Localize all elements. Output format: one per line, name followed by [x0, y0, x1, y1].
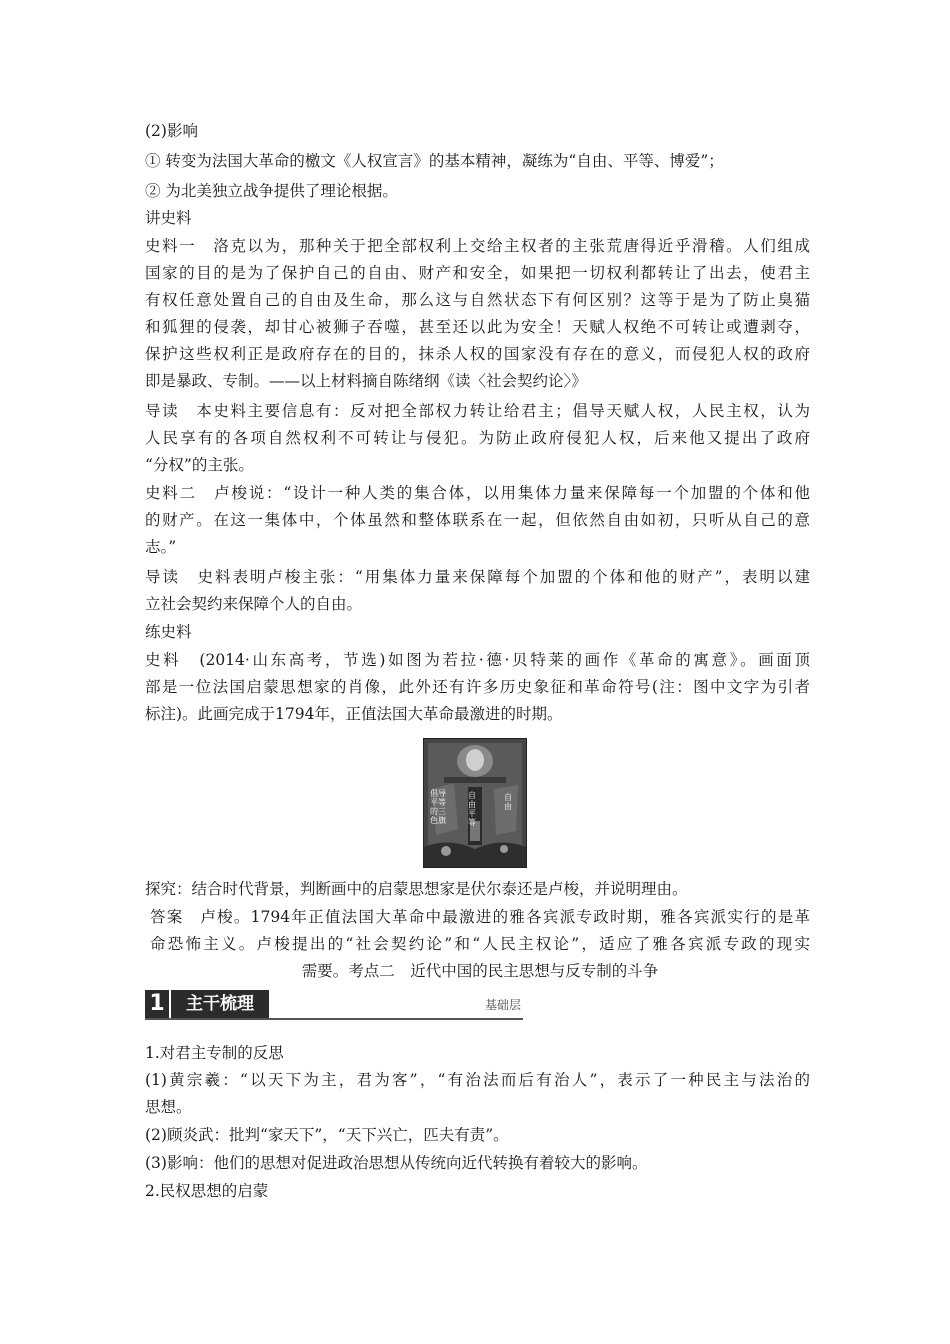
text-line: 的财产。在这一集体中，个体虽然和整体联系在一起，但依然自由如初，只听从自己的意: [145, 511, 810, 529]
text-line: 探究：结合时代背景，判断画中的启蒙思想家是伏尔泰还是卢梭，并说明理由。: [145, 880, 688, 898]
text-line: (3)影响：他们的思想对促进政治思想从传统向近代转换有着较大的影响。: [145, 1154, 648, 1172]
text-line: “分权”的主张。: [145, 456, 254, 474]
figure-label-right: 自由: [504, 793, 512, 811]
text-line: (2)顾炎武：批判“家天下”，“天下兴亡，匹夫有责”。: [145, 1126, 509, 1144]
text-line: 史料一 洛克以为，那种关于把全部权利上交给主权者的主张荒唐得近乎滑稽。人们组成: [145, 237, 810, 255]
banner-title: 主干梳理: [171, 990, 269, 1018]
text-line: 需要。考点二 近代中国的民主思想与反专制的斗争: [301, 962, 659, 980]
text-line: 2.民权思想的启蒙: [145, 1182, 269, 1200]
figure-label-center: 自由平等: [468, 791, 476, 827]
text-line: 1.对君主专制的反思: [145, 1044, 284, 1062]
text-line: (2)影响: [145, 122, 198, 140]
text-line: 和狐狸的侵袭，却甘心被狮子吞噬，甚至还以此为安全！天赋人权绝不可转让或遭剥夺，: [145, 318, 810, 336]
text-line: ② 为北美独立战争提供了理论根据。: [145, 182, 398, 200]
text-line: 导读 本史料主要信息有：反对把全部权力转让给君主；倡导天赋人权，人民主权，认为: [145, 402, 810, 420]
section-banner: [145, 990, 525, 1020]
figure-label-left: 倡导平等的三色旗: [430, 789, 446, 825]
text-line: 志。”: [145, 538, 177, 556]
text-line: 人民享有的各项自然权利不可转让与侵犯。为防止政府侵犯人权，后来他又提出了政府: [145, 429, 810, 447]
section-heading: 练史料: [145, 623, 192, 641]
painting-image: [423, 738, 527, 868]
text-line: 命恐怖主义。卢梭提出的“社会契约论”和“人民主权论”，适应了雅各宾派专政的现实: [150, 935, 810, 953]
text-line: 答案 卢梭。1794年正值法国大革命中最激进的雅各宾派专政时期，雅各宾派实行的是革: [150, 908, 810, 926]
text-line: 即是暴政、专制。——以上材料摘自陈绪纲《读〈社会契约论〉》: [145, 372, 587, 390]
text-line: ① 转变为法国大革命的檄文《人权宣言》的基本精神，凝练为“自由、平等、博爱”；: [145, 152, 724, 170]
text-line: 导读 史料表明卢梭主张：“用集体力量来保障每个加盟的个体和他的财产”，表明以建: [145, 568, 810, 586]
text-line: 有权任意处置自己的自由及生命，那么这与自然状态下有何区别？这等于是为了防止臭猫: [145, 291, 810, 309]
text-line: 部是一位法国启蒙思想家的肖像，此外还有许多历史象征和革命符号(注：图中文字为引者: [145, 678, 810, 696]
text-line: (1)黄宗羲：“以天下为主，君为客”，“有治法而后有治人”，表示了一种民主与法治的: [145, 1071, 810, 1089]
text-line: 保护这些权利正是政府存在的目的，抹杀人权的国家没有存在的意义，而侵犯人权的政府: [145, 345, 810, 363]
text-line: 思想。: [145, 1098, 192, 1116]
banner-divider: [145, 1018, 523, 1020]
banner-level: 基础层: [484, 998, 521, 1012]
text-line: 史料二 卢梭说：“设计一种人类的集合体，以用集体力量来保障每一个加盟的个体和他: [145, 484, 810, 502]
section-heading: 讲史料: [145, 209, 192, 227]
text-line: 标注)。此画完成于1794年，正值法国大革命最激进的时期。: [145, 705, 563, 723]
banner-number: 1: [145, 990, 169, 1018]
text-line: 国家的目的是为了保护自己的自由、财产和安全，如果把一切权利都转让了出去，使君主: [145, 264, 810, 282]
text-line: 史料 (2014·山东高考，节选)如图为若拉·德·贝特莱的画作《革命的寓意》。画面顶: [145, 651, 810, 669]
text-line: 立社会契约来保障个人的自由。: [145, 595, 363, 613]
